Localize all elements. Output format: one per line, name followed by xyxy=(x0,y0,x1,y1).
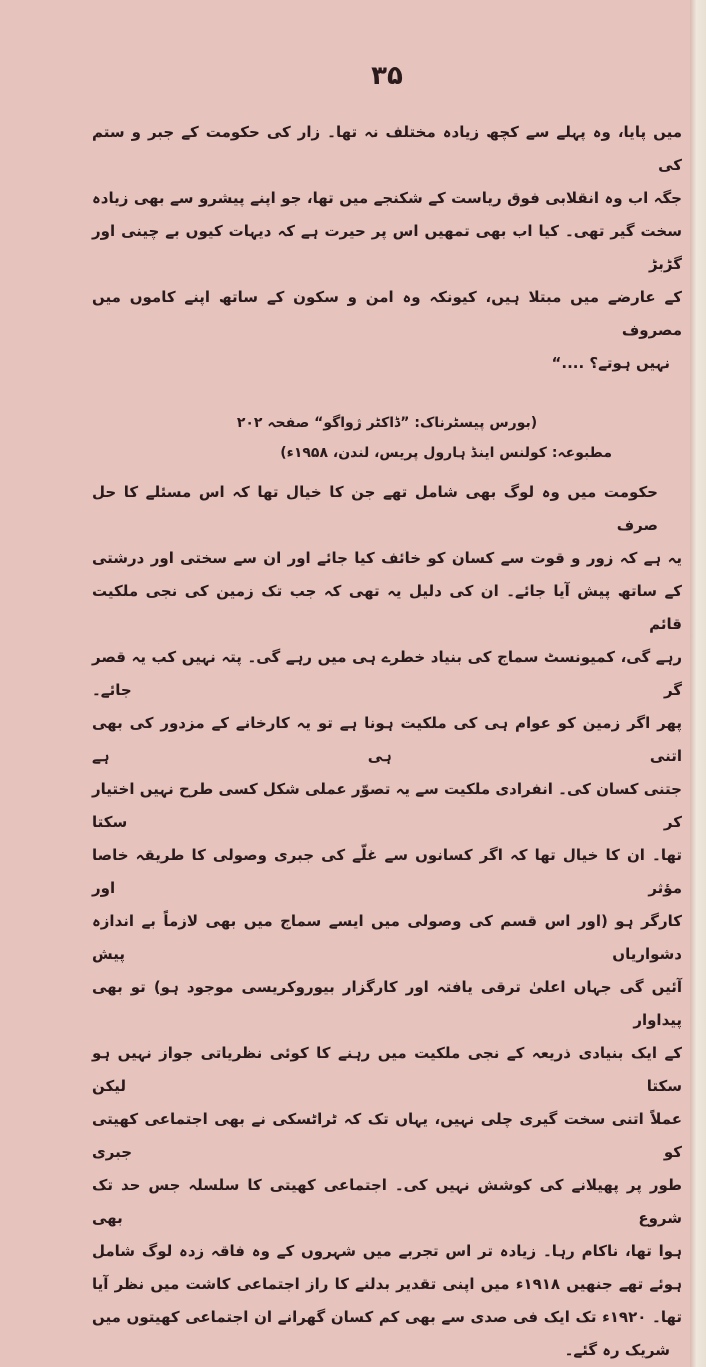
citation xyxy=(92,408,682,468)
paragraph-line: آئیں گی جہاں اعلیٰ ترقی یافتہ اور کارگزار بیوروکریسی موجود ہو) تو بھی پیداوار xyxy=(92,978,682,1029)
paragraph-line: عملاً اتنی سخت گیری چلی نہیں، یہاں تک کہ ٹراٹسکی نے بھی اجتماعی کھیتی کو جبری xyxy=(92,1110,682,1161)
paragraph-line: رہے گی، کمیونسٹ سماج کی بنیاد خطرے ہی میں رہے گی۔ پتہ نہیں کب یہ قصر گر جائے۔ xyxy=(92,648,682,699)
page-edge xyxy=(690,0,706,1367)
quote-line: جگہ اب وہ انقلابی فوق ریاست کے شکنجے میں تھا، جو اپنے پیشرو سے بھی زیادہ xyxy=(92,189,682,207)
quote-line: میں پایا، وہ پہلے سے کچھ زیادہ مختلف نہ تھا۔ زار کی حکومت کے جبر و ستم کی xyxy=(92,123,682,174)
body-paragraph xyxy=(92,476,682,1367)
paragraph-line: جتنی کسان کی۔ انفرادی ملکیت سے یہ تصوّر عملی شکل کسی طرح نہیں اختیار کر سکتا xyxy=(92,780,682,831)
paragraph-line: تھا۔ ان کا خیال تھا کہ اگر کسانوں سے غلّے کی جبری وصولی کا طریقہ خاصا مؤثر اور xyxy=(92,846,682,897)
citation-line: مطبوعہ: کولنس اینڈ ہارول پریس، لندن، ۱۹۵۸ء) xyxy=(280,445,612,461)
paragraph-line: کے ایک بنیادی ذریعہ کے نجی ملکیت میں رہنے کا کوئی نظریاتی جواز نہیں ہو سکتا لیکن xyxy=(92,1044,682,1095)
page-number: ۳۵ xyxy=(371,61,403,91)
quote-line: کے عارضے میں مبتلا ہیں، کیونکہ وہ امن و سکون کے ساتھ اپنے کاموں میں مصروف xyxy=(92,288,682,339)
page-content xyxy=(92,0,682,1367)
quote-line: نہیں ہوتے؟ ....“ xyxy=(551,354,670,372)
paragraph-line: حکومت میں وہ لوگ بھی شامل تھے جن کا خیال تھا کہ اس مسئلے کا حل صرف xyxy=(92,483,658,534)
citation-line: (بورس پیسٹرناک: ”ڈاکٹر ژواگو“ صفحہ ۲۰۲ xyxy=(236,415,538,431)
paragraph-line: شریک رہ گئے۔ xyxy=(564,1341,670,1359)
paragraph-line: پھر اگر زمین کو عوام ہی کی ملکیت ہونا ہے تو یہ کارخانے کے مزدور کی بھی اتنی ہی ہے xyxy=(92,714,682,765)
paragraph-line: طور پر پھیلانے کی کوشش نہیں کی۔ اجتماعی کھیتی کا سلسلہ جس حد تک شروع بھی xyxy=(92,1176,682,1227)
paragraph-line: تھا۔ ۱۹۲۰ء تک ایک فی صدی سے بھی کم کسان گھرانے ان اجتماعی کھیتوں میں xyxy=(92,1308,682,1326)
quote-block xyxy=(92,116,682,380)
paragraph-line: کے ساتھ پیش آیا جائے۔ ان کی دلیل یہ تھی کہ جب تک زمین کی نجی ملکیت قائم xyxy=(92,582,682,633)
paragraph-line: کارگر ہو (اور اس قسم کی وصولی میں ایسے سماج میں بھی لازماً بے اندازہ دشواریاں پیش xyxy=(92,912,682,963)
paragraph-line: ہوئے تھے جنھیں ۱۹۱۸ء میں اپنی تقدیر بدلنے کا راز اجتماعی کاشت میں نظر آیا xyxy=(92,1275,682,1293)
paragraph-line: ہوا تھا، ناکام رہا۔ زیادہ تر اس تجربے میں شہروں کے وہ فاقہ زدہ لوگ شامل xyxy=(92,1242,682,1260)
paragraph-line: یہ ہے کہ زور و قوت سے کسان کو خائف کیا جائے اور ان سے سختی اور درشتی xyxy=(92,549,682,567)
quote-line: سخت گیر تھی۔ کیا اب بھی تمھیں اس پر حیرت ہے کہ دیہات کیوں بے چینی اور گڑبڑ xyxy=(92,222,682,273)
